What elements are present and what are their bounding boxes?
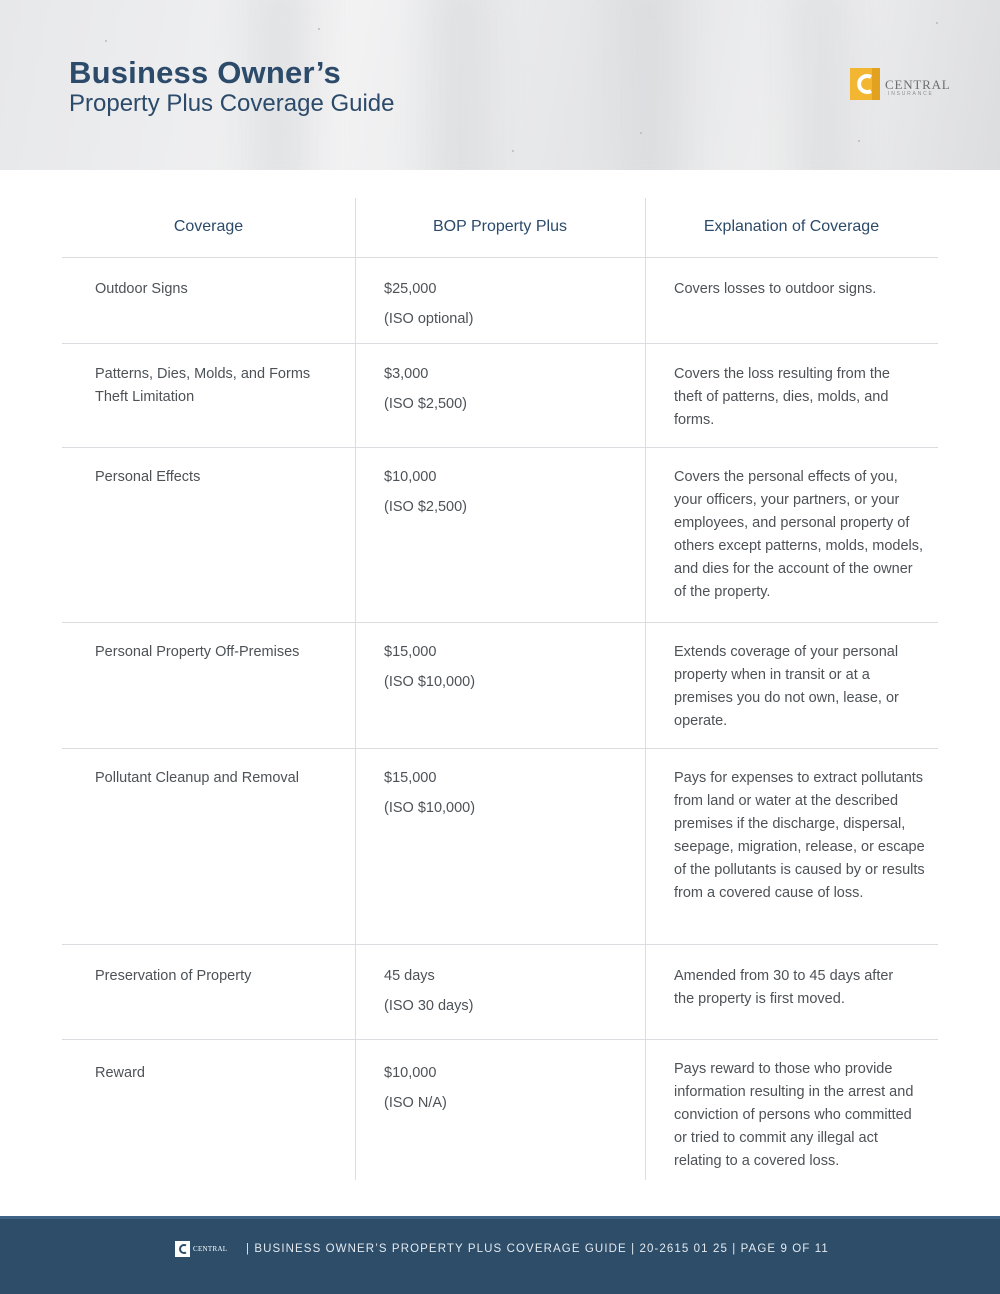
bop-amount (384, 466, 584, 519)
iso-value: (ISO 30 days) (384, 998, 474, 1014)
column-header-bop-property-plus: BOP Property Plus (433, 218, 567, 235)
coverage-explanation: Covers the loss resulting from the theft of patterns, dies, molds, and forms. (674, 366, 890, 428)
bop-amount (384, 767, 584, 820)
coverage-name: Pollutant Cleanup and Removal (95, 770, 299, 786)
footer-text: | BUSINESS OWNER’S PROPERTY PLUS COVERAGE GUIDE | 20-2615 01 25 | PAGE 9 OF 11 (246, 1243, 829, 1255)
background-streak (430, 0, 490, 170)
amount-value: $10,000 (384, 1065, 437, 1081)
column-header-coverage: Coverage (173, 218, 244, 235)
coverage-name: Preservation of Property (95, 968, 252, 984)
central-logo-icon (850, 68, 880, 100)
coverage-name: Reward (95, 1065, 145, 1081)
table-header (62, 198, 938, 258)
column-header-explanation: Explanation of Coverage (703, 218, 880, 235)
page-title: Business Owner’s (69, 55, 341, 90)
background-speck (105, 40, 107, 42)
table-row (62, 258, 938, 344)
amount-value: $3,000 (384, 366, 429, 382)
coverage-explanation: Pays reward to those who provide information resulting in the arrest and conviction of persons who committed or tried to commit any illegal act relating to a covered loss. (674, 1061, 914, 1169)
coverage-table (62, 198, 938, 1180)
background-speck (858, 140, 860, 142)
iso-value: (ISO $2,500) (384, 396, 468, 412)
central-insurance-logo (850, 68, 970, 102)
bop-amount (384, 363, 584, 416)
page-header (0, 0, 1000, 170)
logo-wordmark: CENTRAL (885, 77, 951, 92)
coverage-name: Personal Effects (95, 469, 201, 485)
table-row (62, 344, 938, 448)
table-row (62, 749, 938, 945)
amount-value: $15,000 (384, 770, 437, 786)
page-footer (0, 1216, 1000, 1294)
footer-central-logo-icon (175, 1241, 235, 1259)
coverage-name: Patterns, Dies, Molds, and Forms Theft Limitation (95, 366, 311, 405)
coverage-explanation: Covers losses to outdoor signs. (674, 281, 877, 297)
page-subtitle: Property Plus Coverage Guide (69, 90, 395, 117)
bop-amount (384, 965, 584, 1018)
coverage-explanation: Amended from 30 to 45 days after the property is first moved. (674, 968, 894, 1007)
iso-value: (ISO $10,000) (384, 800, 476, 816)
table-row (62, 945, 938, 1040)
iso-value: (ISO optional) (384, 311, 474, 327)
background-streak (620, 0, 680, 170)
coverage-explanation: Pays for expenses to extract pollutants from land or water at the described premises if the discharge, dispersal, seepage, migration, release, or escape of the pollutants is caused by or results from a covered cause of loss. (674, 770, 925, 901)
amount-value: $10,000 (384, 469, 437, 485)
bop-amount (384, 1062, 584, 1115)
bop-amount (384, 278, 584, 331)
iso-value: (ISO $2,500) (384, 499, 468, 515)
coverage-explanation: Covers the personal effects of you, your officers, your partners, or your employees, and personal property of others except patterns, molds, models, and dies for the account of the owner of the property. (674, 469, 924, 600)
table-row (62, 623, 938, 749)
amount-value: 45 days (384, 968, 435, 984)
coverage-name: Personal Property Off-Premises (95, 644, 300, 660)
bop-amount (384, 641, 584, 694)
amount-value: $15,000 (384, 644, 437, 660)
logo-subtext: INSURANCE (888, 91, 934, 97)
table-row (62, 1040, 938, 1180)
background-streak (790, 0, 850, 170)
footer-logo-text: CENTRAL (193, 1245, 228, 1253)
background-speck (318, 28, 320, 30)
iso-value: (ISO $10,000) (384, 674, 476, 690)
background-speck (936, 22, 938, 24)
iso-value: (ISO N/A) (384, 1095, 447, 1111)
background-speck (640, 132, 642, 134)
coverage-explanation: Extends coverage of your personal property when in transit or at a premises you do not own, lease, or operate. (674, 644, 899, 729)
coverage-name: Outdoor Signs (95, 281, 188, 297)
background-speck (512, 150, 514, 152)
table-row (62, 448, 938, 623)
amount-value: $25,000 (384, 281, 437, 297)
